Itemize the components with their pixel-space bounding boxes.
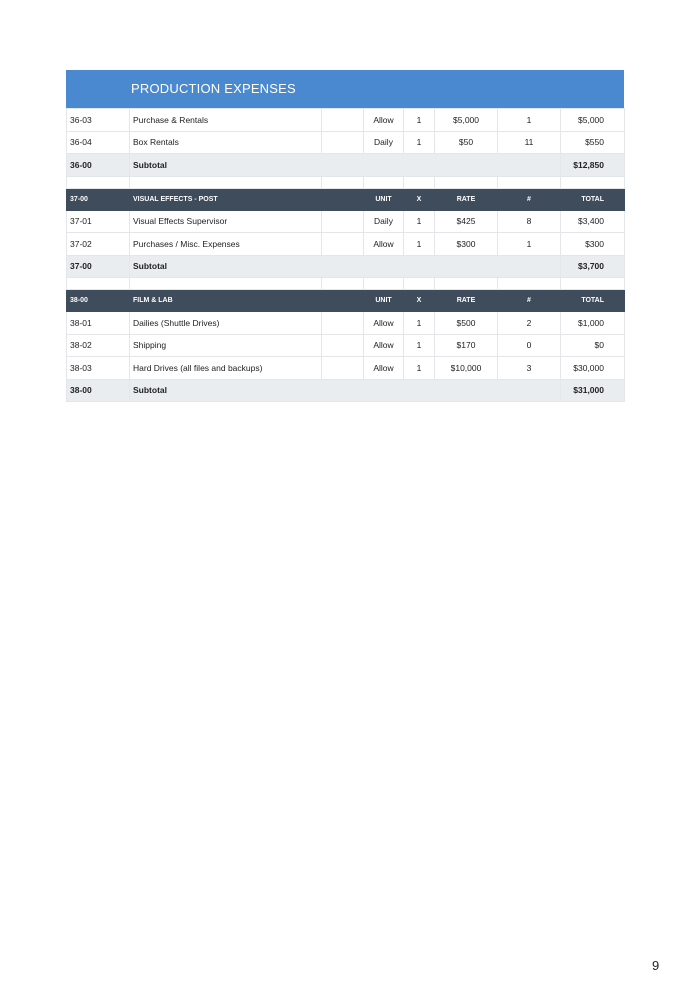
- table-row: [67, 357, 625, 380]
- header-total: TOTAL: [561, 290, 625, 312]
- empty-cell: [322, 334, 364, 357]
- line-count: 0: [498, 334, 561, 357]
- banner-title: PRODUCTION EXPENSES: [131, 81, 296, 96]
- header-title: FILM & LAB: [130, 290, 364, 312]
- line-unit: Allow: [364, 109, 404, 132]
- line-count: 1: [498, 233, 561, 256]
- line-x: 1: [404, 334, 435, 357]
- line-description: Purchases / Misc. Expenses: [130, 233, 322, 256]
- table-row: [67, 210, 625, 233]
- empty-cell: [322, 109, 364, 132]
- table-row: [67, 109, 625, 132]
- header-rate: RATE: [435, 188, 498, 210]
- subtotal-total: $12,850: [561, 154, 625, 177]
- header-rate: RATE: [435, 290, 498, 312]
- line-x: 1: [404, 357, 435, 380]
- line-rate: $300: [435, 233, 498, 256]
- line-rate: $170: [435, 334, 498, 357]
- spacer-row: [67, 176, 625, 188]
- header-unit: UNIT: [364, 290, 404, 312]
- subtotal-code: 37-00: [67, 255, 130, 278]
- line-description: Purchase & Rentals: [130, 109, 322, 132]
- line-description: Dailies (Shuttle Drives): [130, 312, 322, 335]
- line-total: $0: [561, 334, 625, 357]
- line-rate: $425: [435, 210, 498, 233]
- subtotal-row: [67, 379, 625, 402]
- line-total: $30,000: [561, 357, 625, 380]
- line-code: 37-01: [67, 210, 130, 233]
- header-count: #: [498, 290, 561, 312]
- line-rate: $50: [435, 131, 498, 154]
- line-code: 36-03: [67, 109, 130, 132]
- spacer-row: [67, 278, 625, 290]
- line-count: 8: [498, 210, 561, 233]
- line-x: 1: [404, 109, 435, 132]
- header-unit: UNIT: [364, 188, 404, 210]
- empty-cell: [322, 210, 364, 233]
- section-banner: [66, 70, 624, 108]
- subtotal-row: [67, 154, 625, 177]
- line-count: 1: [498, 109, 561, 132]
- table-row: [67, 334, 625, 357]
- line-unit: Daily: [364, 131, 404, 154]
- subtotal-label: Subtotal: [130, 255, 561, 278]
- line-unit: Allow: [364, 233, 404, 256]
- line-unit: Daily: [364, 210, 404, 233]
- empty-cell: [322, 131, 364, 154]
- header-total: TOTAL: [561, 188, 625, 210]
- line-unit: Allow: [364, 334, 404, 357]
- subtotal-code: 36-00: [67, 154, 130, 177]
- line-rate: $500: [435, 312, 498, 335]
- budget-table: [66, 108, 625, 402]
- header-x: X: [404, 188, 435, 210]
- budget-sheet: [66, 70, 624, 402]
- line-code: 36-04: [67, 131, 130, 154]
- line-unit: Allow: [364, 357, 404, 380]
- line-description: Box Rentals: [130, 131, 322, 154]
- header-count: #: [498, 188, 561, 210]
- subtotal-row: [67, 255, 625, 278]
- table-row: [67, 233, 625, 256]
- page-number: 9: [652, 958, 660, 973]
- table-row: [67, 131, 625, 154]
- line-count: 11: [498, 131, 561, 154]
- line-code: 37-02: [67, 233, 130, 256]
- section-header-row: [67, 188, 625, 210]
- section-header-row: [67, 290, 625, 312]
- line-total: $300: [561, 233, 625, 256]
- header-code: 38-00: [67, 290, 130, 312]
- table-row: [67, 312, 625, 335]
- line-total: $1,000: [561, 312, 625, 335]
- empty-cell: [322, 233, 364, 256]
- line-total: $5,000: [561, 109, 625, 132]
- header-x: X: [404, 290, 435, 312]
- line-x: 1: [404, 210, 435, 233]
- line-count: 3: [498, 357, 561, 380]
- subtotal-total: $31,000: [561, 379, 625, 402]
- line-unit: Allow: [364, 312, 404, 335]
- line-description: Hard Drives (all files and backups): [130, 357, 322, 380]
- line-x: 1: [404, 233, 435, 256]
- subtotal-code: 38-00: [67, 379, 130, 402]
- line-code: 38-02: [67, 334, 130, 357]
- line-rate: $10,000: [435, 357, 498, 380]
- line-description: Shipping: [130, 334, 322, 357]
- line-code: 38-03: [67, 357, 130, 380]
- subtotal-label: Subtotal: [130, 154, 561, 177]
- subtotal-total: $3,700: [561, 255, 625, 278]
- header-code: 37-00: [67, 188, 130, 210]
- line-x: 1: [404, 131, 435, 154]
- line-x: 1: [404, 312, 435, 335]
- subtotal-label: Subtotal: [130, 379, 561, 402]
- line-total: $3,400: [561, 210, 625, 233]
- header-title: VISUAL EFFECTS - POST: [130, 188, 364, 210]
- line-total: $550: [561, 131, 625, 154]
- empty-cell: [322, 312, 364, 335]
- line-code: 38-01: [67, 312, 130, 335]
- line-description: Visual Effects Supervisor: [130, 210, 322, 233]
- line-rate: $5,000: [435, 109, 498, 132]
- empty-cell: [322, 357, 364, 380]
- line-count: 2: [498, 312, 561, 335]
